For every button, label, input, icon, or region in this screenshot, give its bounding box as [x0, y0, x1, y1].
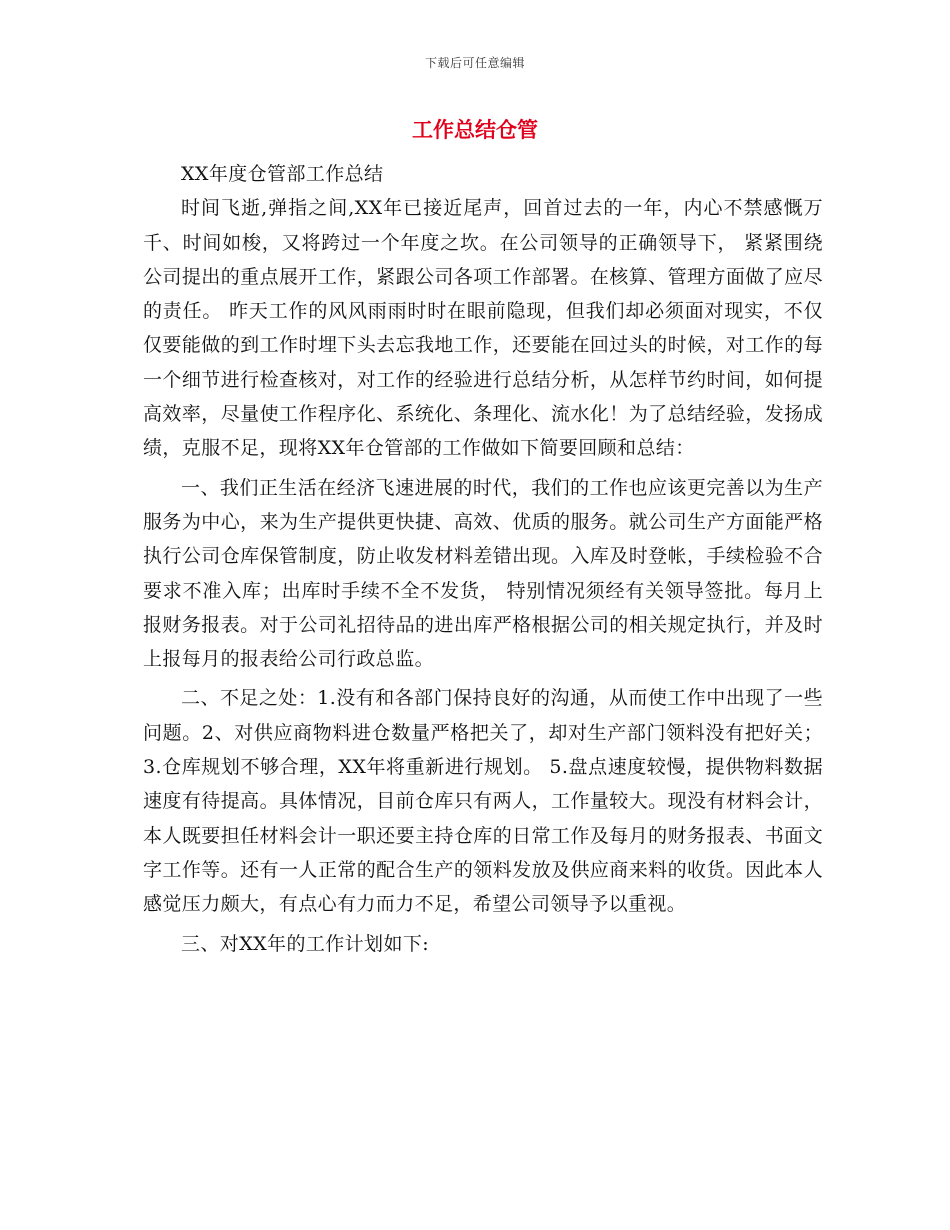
- paragraph-section-two: 二、不足之处：1.没有和各部门保持良好的沟通，从而使工作中出现了一些问题。2、对供应商物料进仓数量严格把关了，却对生产部门领料没有把好关；3.仓库规划不够合理，XX年将重新进行规划。 5.盘点速度较慢，提供物料数据速度有待提高。具体情况，目前仓库只有两人，工作量较大。现没有材料会计，本人既要担任材料会计一职还要主持仓库的日常工作及每月的财务报表、书面文字工作等。还有一人正常的配合生产的领料发放及供应商来料的收货。因此本人感觉压力颇大，有点心有力而力不足，希望公司领导予以重视。: [143, 687, 823, 916]
- section-heading: XX年度仓管部工作总结: [181, 163, 384, 185]
- paragraph-section-three: 三、对XX年的工作计划如下:: [181, 932, 430, 955]
- header-note: 下载后可任意编辑: [424, 56, 525, 70]
- paragraph-section-one: 一、我们正生活在经济飞速进展的时代，我们的工作也应该更完善以为生产服务为中心，来为生产提供更快捷、高效、优质的服务。就公司生产方面能严格执行公司仓库保管制度，防止收发材料差错出现。入库及时登帐，手续检验不合要求不准入库；出库时手续不全不发货， 特别情况须经有关领导签批。每月上报财务报表。对于公司礼招待品的进出库严格根据公司的相关规定执行，并及时上报每月的报表给公司行政总监。: [143, 476, 823, 671]
- document-title: 工作总结仓管: [412, 117, 538, 142]
- paragraph-intro: 时间飞逝,弹指之间,XX年已接近尾声，回首过去的一年，内心不禁感慨万千、时间如梭，又将跨过一个年度之坎。在公司领导的正确领导下， 紧紧围绕公司提出的重点展开工作，紧跟公司各项工作部署。在核算、管理方面做了应尽的责任。 昨天工作的风风雨雨时时在眼前隐现，但我们却必须面对现实，不仅仅要能做的到工作时埋下头去忘我地工作，还要能在回过头的时候，对工作的每一个细节进行检查核对，对工作的经验进行总结分析，从怎样节约时间，如何提高效率，尽量使工作程序化、系统化、条理化、流水化！为了总结经验，发扬成绩，克服不足，现将XX年仓管部的工作做如下简要回顾和总结：: [143, 197, 823, 460]
- document-body: [143, 157, 823, 961]
